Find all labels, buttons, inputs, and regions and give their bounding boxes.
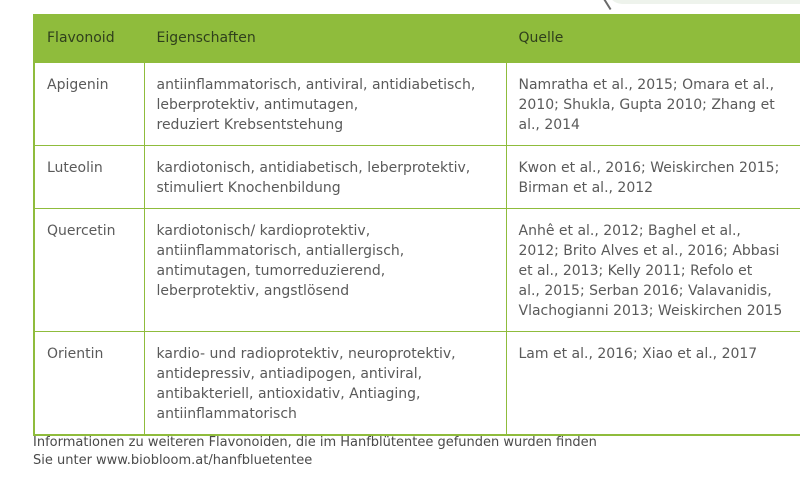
- cell-quelle: [506, 146, 800, 209]
- cell-quelle: [506, 209, 800, 332]
- header-flavonoid: Flavonoid: [34, 14, 144, 63]
- text-line: al., 2014: [518, 117, 580, 133]
- table-row: [34, 63, 800, 146]
- header-quelle: Quelle: [506, 14, 800, 63]
- text-line: Vlachogianni 2013; Weiskirchen 2015: [518, 303, 783, 319]
- text-line: antiinflammatorisch: [156, 406, 297, 422]
- text-line: antiinflammatorisch, antiviral, antidiabetisch,: [156, 77, 476, 93]
- text-line: 2012; Brito Alves et al., 2016; Abbasi: [518, 243, 780, 259]
- cell-quelle: [506, 63, 800, 146]
- text-line: stimuliert Knochenbildung: [156, 180, 341, 196]
- table-row: [34, 209, 800, 332]
- flavonoid-table: [33, 14, 800, 436]
- text-line: kardio- und radioprotektiv, neuroprotektiv,: [156, 346, 456, 362]
- cell-eigenschaften: [144, 63, 506, 146]
- cell-flavonoid: Quercetin: [34, 209, 144, 332]
- text-line: antidepressiv, antiadipogen, antiviral,: [156, 366, 423, 382]
- text-line: Lam et al., 2016; Xiao et al., 2017: [518, 346, 758, 362]
- cell-quelle: [506, 332, 800, 436]
- footnote: [33, 434, 597, 470]
- text-line: Anhê et al., 2012; Baghel et al.,: [518, 223, 741, 239]
- cell-eigenschaften: [144, 332, 506, 436]
- header-eigenschaften: Eigenschaften: [144, 14, 506, 63]
- text-line: Birman et al., 2012: [518, 180, 654, 196]
- text-line: leberprotektiv, antimutagen,: [156, 97, 359, 113]
- text-line: al., 2015; Serban 2016; Valavanidis,: [518, 283, 772, 299]
- text-line: et al., 2013; Kelly 2011; Refolo et: [518, 263, 753, 279]
- cell-flavonoid: Luteolin: [34, 146, 144, 209]
- text-line: Kwon et al., 2016; Weiskirchen 2015;: [518, 160, 780, 176]
- cell-flavonoid: Apigenin: [34, 63, 144, 146]
- text-line: leberprotektiv, angstlösend: [156, 283, 350, 299]
- cell-eigenschaften: [144, 146, 506, 209]
- text-line: kardiotonisch/ kardioprotektiv,: [156, 223, 371, 239]
- text-line: 2010; Shukla, Gupta 2010; Zhang et: [518, 97, 775, 113]
- cell-eigenschaften: [144, 209, 506, 332]
- text-line: antibakteriell, antioxidativ, Antiaging,: [156, 386, 421, 402]
- footnote-line: Informationen zu weiteren Flavonoiden, die im Hanfblütentee gefunden wurden finden: [33, 435, 597, 450]
- footnote-line: Sie unter www.biobloom.at/hanfbluetentee: [33, 453, 313, 468]
- text-line: reduziert Krebsentstehung: [156, 117, 344, 133]
- text-line: antiinflammatorisch, antiallergisch,: [156, 243, 405, 259]
- cell-flavonoid: Orientin: [34, 332, 144, 436]
- table-row: [34, 332, 800, 436]
- corner-shape: [608, 0, 800, 4]
- corner-line: [596, 0, 611, 10]
- table-row: [34, 146, 800, 209]
- text-line: kardiotonisch, antidiabetisch, leberprotektiv,: [156, 160, 471, 176]
- text-line: Namratha et al., 2015; Omara et al.,: [518, 77, 775, 93]
- text-line: antimutagen, tumorreduzierend,: [156, 263, 386, 279]
- table-header-row: [34, 14, 800, 63]
